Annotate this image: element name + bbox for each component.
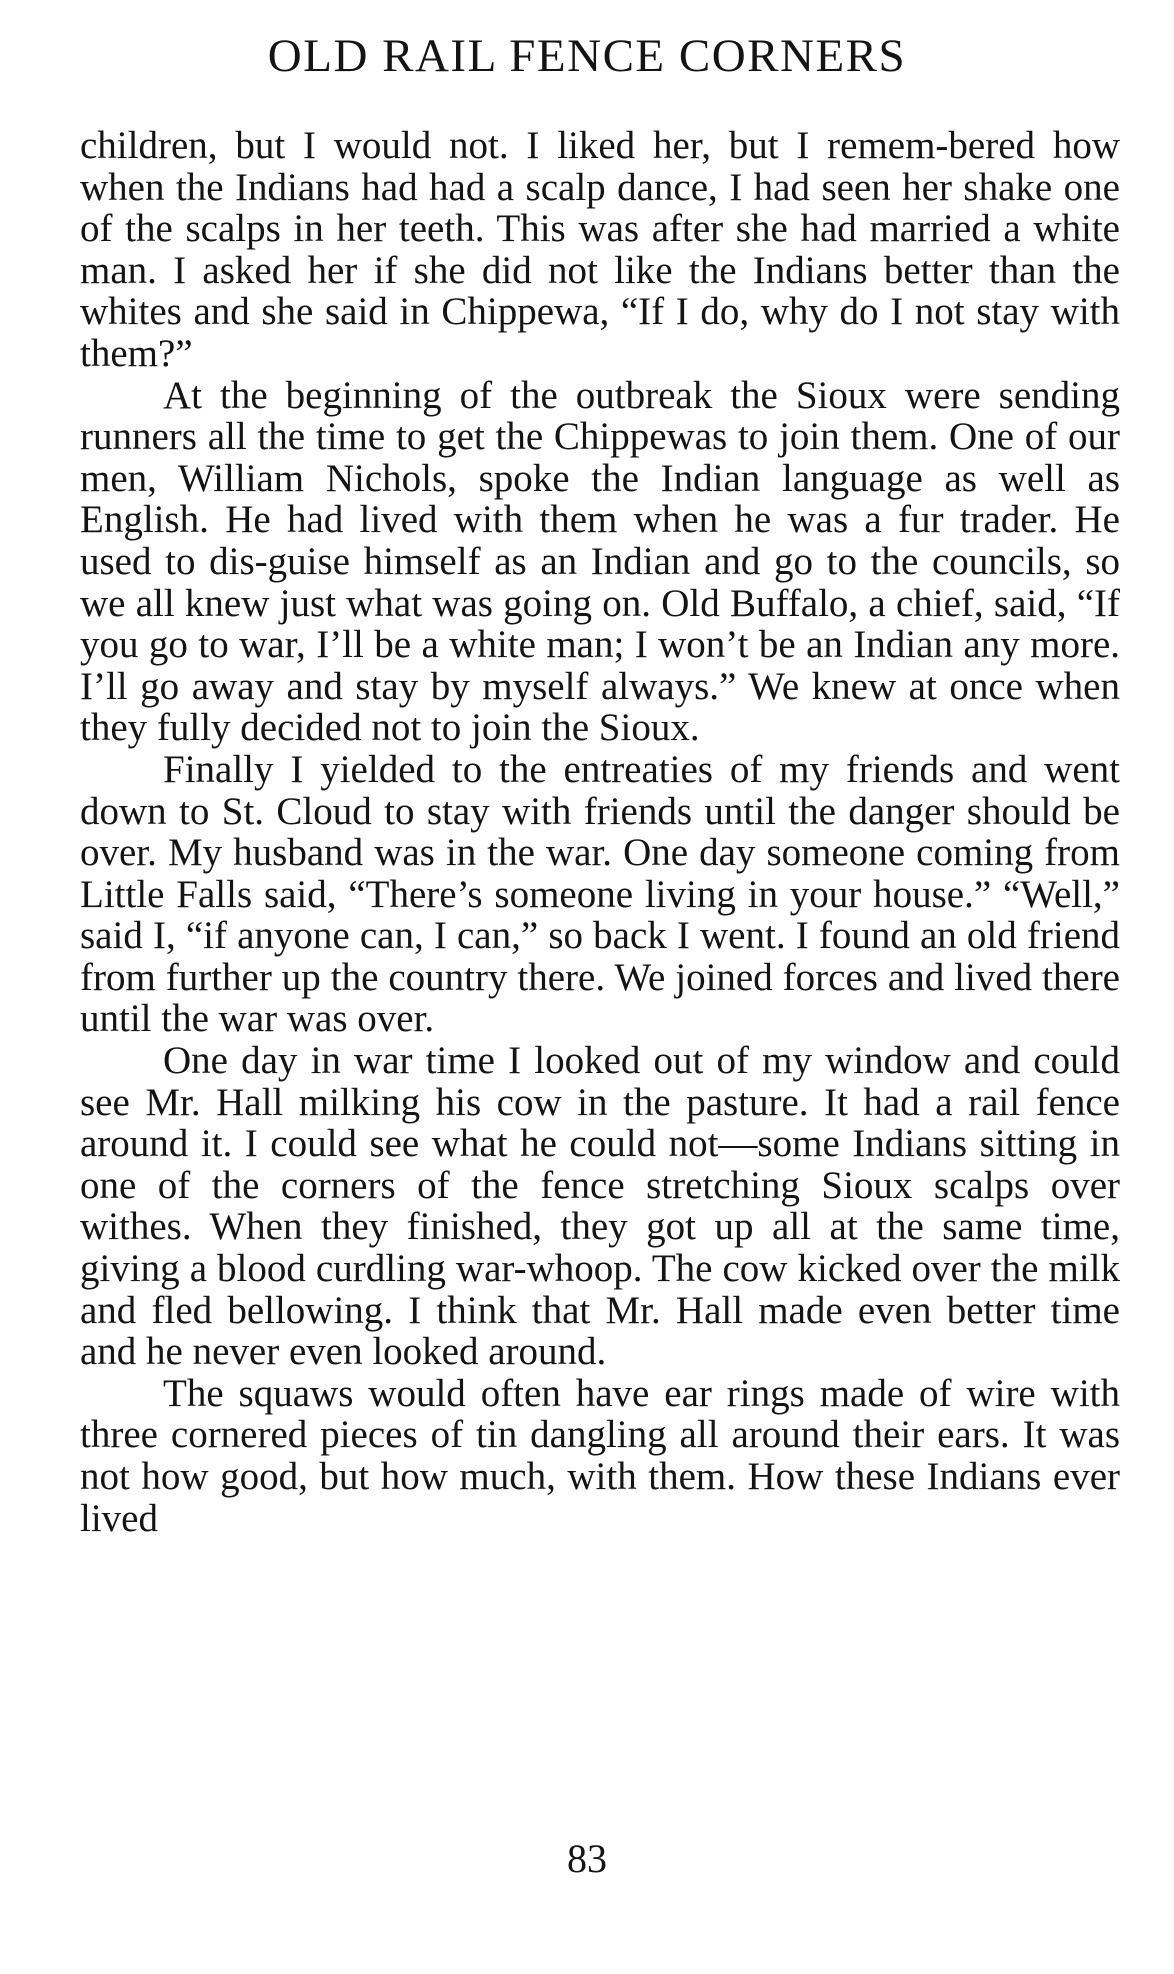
- running-title: OLD RAIL FENCE CORNERS: [267, 30, 907, 82]
- body-text: [80, 125, 1120, 1539]
- paragraph-mr-hall: One day in war time I looked out of my window and could see Mr. Hall milking his cow in the pasture. It had a rail fence around it. I could see what he could not—some Indians sitting in one of the corners of the fence stretching Sioux scalps over withes. When they finished, they got up all at the same time, giving a blood curdling war-whoop. The cow kicked over the milk and fled bellowing. I think that Mr. Hall made even better time and he never even looked around.: [80, 1039, 1120, 1374]
- paragraph-ear-rings: The squaws would often have ear rings made of wire with three cornered pieces of tin dangling all around their ears. It was not how good, but how much, with them. How these Indians ever lived: [80, 1371, 1120, 1540]
- paragraph-continued: children, but I would not. I liked her, but I remem-bered how when the Indians had had a scalp dance, I had seen her shake one of the scalps in her teeth. This was after she had married a white man. I asked her if she did not like the Indians better than the whites and she said in Chippewa, “If I do, why do I not stay with them?”: [80, 124, 1120, 375]
- paragraph-st-cloud: Finally I yielded to the entreaties of my friends and went down to St. Cloud to stay with friends until the danger should be over. My husband was in the war. One day someone coming from Little Falls said, “There’s someone living in your house.” “Well,” said I, “if anyone can, I can,” so back I went. I found an old friend from further up the country there. We joined forces and lived there until the war was over.: [80, 747, 1120, 1041]
- page-number: 83: [567, 1836, 607, 1881]
- paragraph-outbreak: At the beginning of the outbreak the Sioux were sending runners all the time to get the Chippewas to join them. One of our men, William Nichols, spoke the Indian language as well as English. He had lived with them when he was a fur trader. He used to dis-guise himself as an Indian and go to the councils, so we all knew just what was going on. Old Buffalo, a chief, said, “If you go to war, I’ll be a white man; I won’t be an Indian any more. I’ll go away and stay by myself always.” We knew at once when they fully decided not to join the Sioux.: [80, 373, 1120, 750]
